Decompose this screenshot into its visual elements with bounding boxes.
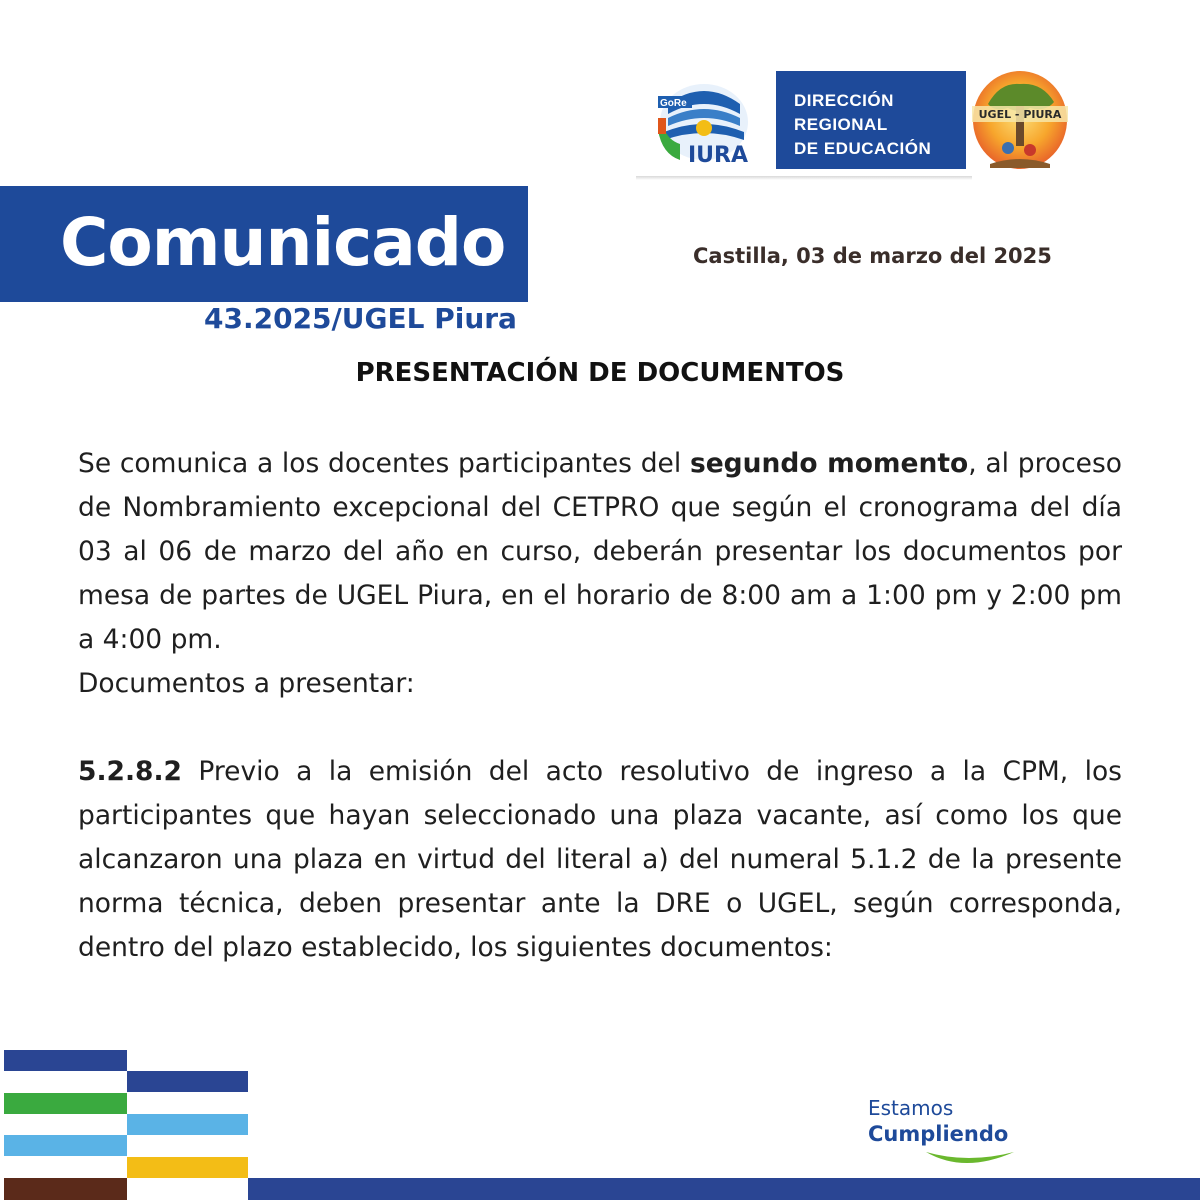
stripe-sky-right xyxy=(127,1114,248,1135)
dre-logo-box xyxy=(776,71,966,169)
communique-title: Comunicado xyxy=(60,204,506,281)
header-logos xyxy=(636,68,1072,180)
document-date: Castilla, 03 de marzo del 2025 xyxy=(693,244,1052,268)
communique-number: 43.2025/UGEL Piura xyxy=(204,302,517,335)
dre-line-3: DE EDUCACIÓN xyxy=(794,139,932,158)
stripe-green xyxy=(4,1093,127,1114)
stripe-brown xyxy=(4,1178,127,1200)
title-banner xyxy=(0,186,528,302)
stripe-sky-left xyxy=(4,1135,127,1156)
slogan-swoosh-icon xyxy=(924,1148,1016,1170)
ugel-piura-logo xyxy=(970,68,1070,172)
dre-line-1: DIRECCIÓN xyxy=(794,91,894,110)
svg-text:UGEL - PIURA: UGEL - PIURA xyxy=(978,108,1062,121)
stripe-navy-right xyxy=(127,1071,248,1092)
norm-text: Previo a la emisión del acto resolutivo de ingreso a la CPM, los participantes que hayan seleccionado una plaza vacante, así como los que alcanzaron una plaza en virtud del literal a) del numeral 5.1.2 de la presente norma técnica, deben presentar ante la DRE o UGEL, según corresponda, dentro del plazo establecido, los siguientes documentos: xyxy=(78,756,1122,963)
svg-text:IURA: IURA xyxy=(688,143,749,166)
stripe-bottom-bar xyxy=(248,1178,1200,1200)
paragraph-documents-label: Documentos a presentar: xyxy=(78,668,415,699)
slogan-bottom: Cumpliendo xyxy=(868,1122,1009,1146)
stripe-navy-left xyxy=(4,1050,127,1071)
logos-shadow xyxy=(636,176,972,180)
norm-number: 5.2.8.2 xyxy=(78,756,182,787)
paragraph-norm xyxy=(78,750,1122,970)
paragraph-intro-start: Se comunica a los docentes participantes del xyxy=(78,448,690,479)
stripe-yellow xyxy=(127,1157,248,1178)
document-heading: PRESENTACIÓN DE DOCUMENTOS xyxy=(355,358,845,388)
slogan xyxy=(868,1096,1048,1170)
svg-text:GoRe: GoRe xyxy=(660,98,687,109)
paragraph-intro xyxy=(78,442,1122,662)
paragraph-intro-end: , al proceso de Nombramiento excepcional del CETPRO que según el cronograma del día 03 al 06 de marzo del año en curso, deberán presentar los documentos por mesa de partes de UGEL Piura, en el horario de 8:00 am a 1:00 pm y 2:00 pm a 4:00 pm. xyxy=(78,448,1122,655)
slogan-top: Estamos xyxy=(868,1096,954,1120)
gore-piura-logo xyxy=(644,74,776,166)
dre-line-2: REGIONAL xyxy=(794,115,888,134)
paragraph-intro-bold: segundo momento xyxy=(689,448,969,479)
